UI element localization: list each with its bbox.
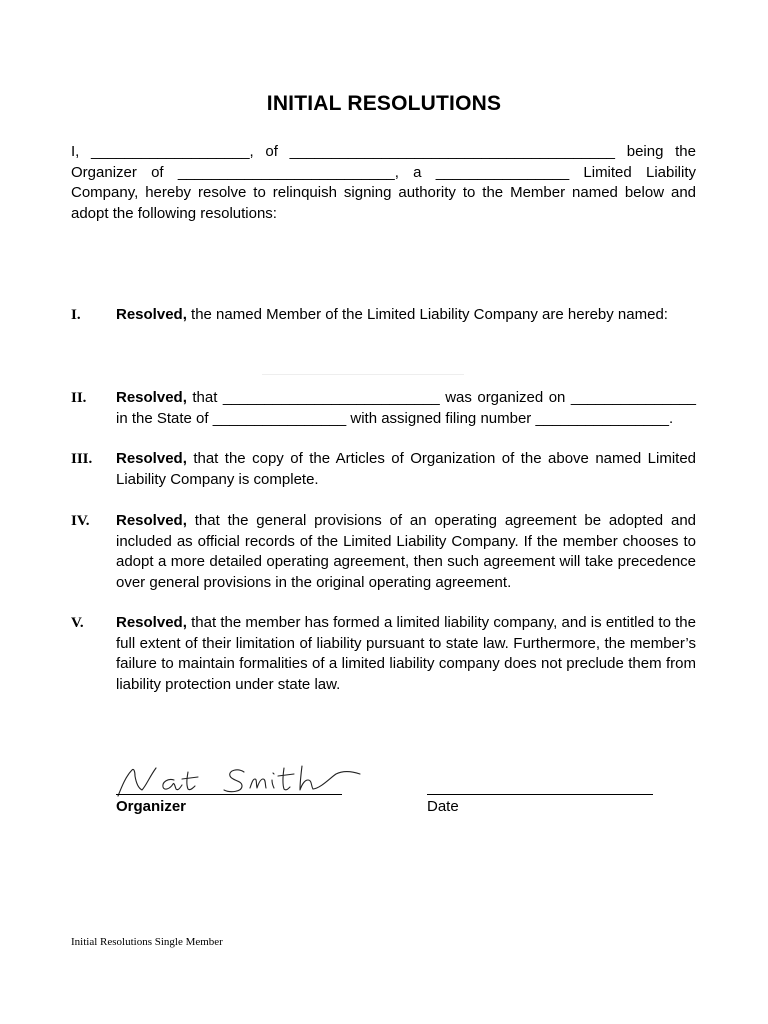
date-block	[427, 760, 657, 820]
member-name-line	[262, 374, 464, 375]
resolution-item-2	[71, 388, 696, 429]
resolution-text	[116, 613, 696, 695]
resolution-lead: Resolved,	[116, 614, 187, 631]
resolution-body: that __________________________ was organized on _______________ in the State of ________________ with assigned filing number ________________.	[116, 389, 696, 427]
resolution-lead: Resolved,	[116, 306, 187, 323]
resolution-text	[116, 305, 696, 326]
resolution-lead: Resolved,	[116, 389, 187, 406]
resolution-text	[116, 388, 696, 429]
resolution-item-1	[71, 305, 696, 326]
resolution-numeral: IV.	[71, 513, 90, 529]
resolution-body: that the member has formed a limited liability company, and is entitled to the full extent of their limitation of liability pursuant to state law. Furthermore, the member’s failure to maintain formalities of a limited liability company does not preclude them from liability protection under state law.	[116, 614, 696, 693]
resolution-lead: Resolved,	[116, 450, 187, 467]
resolution-numeral: V.	[71, 615, 84, 631]
resolution-body: the named Member of the Limited Liability Company are hereby named:	[186, 306, 668, 323]
page-footer: Initial Resolutions Single Member	[71, 936, 223, 948]
intro-paragraph: I, ___________________, of _______________________________________ being the Organizer of __________________________, a ________________ Limited Liability Company, hereby resolve to relinquish signing authority to the Member named below and adopt the following resolutions:	[71, 143, 696, 222]
date-line	[427, 794, 653, 795]
resolution-numeral: II.	[71, 390, 87, 406]
resolution-numeral: I.	[71, 307, 81, 323]
resolution-body: that the general provisions of an operating agreement be adopted and included as official records of the Limited Liability Company. If the member chooses to adopt a more detailed operating agreement, then such agreement will take precedence over general provisions in the original operating agreement.	[116, 512, 696, 591]
resolution-lead: Resolved,	[116, 512, 187, 529]
organizer-signature-block	[116, 760, 361, 820]
resolution-text	[116, 449, 696, 490]
document-title: INITIAL RESOLUTIONS	[266, 92, 502, 115]
resolution-body: that the copy of the Articles of Organization of the above named Limited Liability Company is complete.	[116, 450, 696, 488]
organizer-label: Organizer	[116, 798, 187, 815]
resolution-text	[116, 511, 696, 593]
resolution-item-5	[71, 613, 696, 695]
date-label: Date	[427, 798, 459, 815]
signature-line	[116, 794, 342, 795]
resolution-item-4	[71, 511, 696, 593]
resolution-numeral: III.	[71, 451, 93, 467]
resolution-item-3	[71, 449, 696, 490]
